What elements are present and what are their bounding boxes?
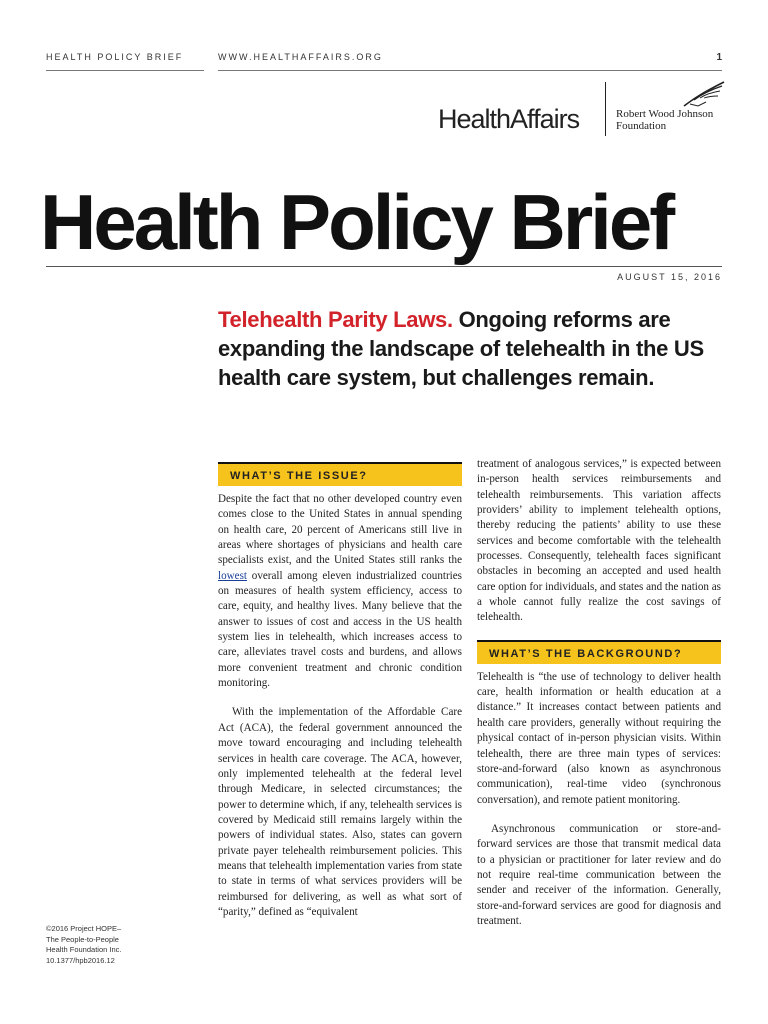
rwjf-line-2: Foundation bbox=[616, 120, 667, 132]
rwjf-logo-text bbox=[616, 108, 726, 132]
logo-divider bbox=[605, 82, 606, 136]
copyright-line-1: ©2016 Project HOPE– bbox=[46, 924, 122, 933]
right-column bbox=[477, 457, 721, 929]
issue-paragraph-1 bbox=[218, 492, 462, 691]
header-rule-left bbox=[46, 70, 204, 71]
issue-paragraph-continued: treatment of analogous services,” is expected between in-person health services reimbursements and telehealth reimbursements. This variation affects providers’ ability to implement telehealth options, thereby reducing the patients’ ability to use these services and become comfortable with the telehealth processes. Consequently, telehealth faces significant obstacles in becoming an accepted and used health care option for individuals, and states and the nation as a whole cannot fully realize the cost savings of telehealth. bbox=[477, 458, 721, 624]
lowest-link[interactable]: lowest bbox=[218, 569, 247, 582]
running-header bbox=[46, 52, 722, 68]
copyright-line-2: The People-to-People bbox=[46, 934, 119, 944]
issue-p1-text-a: Despite the fact that no other developed country even comes close to the United States in annual spending on health care, 20 percent of Americans still live in areas where shortages of physicians and health care specialists exist, and the United States still ranks the bbox=[218, 493, 462, 567]
copyright-line-3: Health Foundation Inc. bbox=[46, 945, 122, 954]
issue-section-heading: WHAT’S THE ISSUE? bbox=[218, 462, 462, 486]
issue-paragraph-2: With the implementation of the Affordable Care Act (ACA), the federal government announced the move toward encouraging and including telehealth services in health care coverage. The ACA, however, only implemented telehealth at the federal level through Medicare, in selected circumstances; the power to determine which, if any, telehealth services is covered by Medicaid still remains largely within the powers of individual states. Also, states can govern private payer telehealth reimbursement policies. This means that telehealth implementation varies from state to state in terms of what services providers will be reimbursed for delivering, as well as what sort of “parity,” defined as “equivalent bbox=[218, 706, 462, 918]
doi: 10.1377/hpb2016.12 bbox=[46, 955, 115, 965]
title-rule bbox=[46, 266, 722, 267]
site-url[interactable]: WWW.HEALTHAFFAIRS.ORG bbox=[218, 52, 383, 62]
headline-topic: Telehealth Parity Laws. bbox=[218, 307, 453, 332]
copyright-notice bbox=[46, 924, 156, 966]
brief-headline bbox=[218, 305, 718, 392]
header-rule-right bbox=[218, 70, 722, 71]
background-paragraph-2: Asynchronous communication or store-and-forward services are those that transmit medical data to a physician or practitioner for later review and do not require real-time communication between the sender and receiver of the information. Generally, store-and-forward services are good for diagnosis and treatment. bbox=[477, 822, 721, 927]
publication-date: AUGUST 15, 2016 bbox=[617, 272, 722, 282]
issue-p1-text-b: overall among eleven industrialized countries on measures of health system efficiency, access to care, equity, and healthy lives. Many believe that the answer to issues of cost and access in the US health system lies in telehealth, which increases access to care, alleviates travel costs and burdens, and allows more convenient treatment and chronic condition monitoring. bbox=[218, 569, 462, 690]
health-affairs-logo: HealthAffairs bbox=[438, 104, 580, 134]
rwjf-line-1: Robert Wood Johnson bbox=[616, 108, 714, 120]
background-paragraph-1: Telehealth is “the use of technology to deliver health care, health information or health education at a distance.” It increases contact between patients and health care providers, generally without requiring the physical contact of in-person physician visits. Within telehealth, there are three main types of services: store-and-forward (also known as asynchronous communication), real-time video (synchronous conversation), and remote patient monitoring. bbox=[477, 670, 721, 806]
page-title: Health Policy Brief bbox=[40, 178, 673, 266]
background-section-heading: WHAT’S THE BACKGROUND? bbox=[477, 640, 721, 664]
rwjf-bird-icon bbox=[680, 80, 726, 108]
publisher-logos bbox=[438, 78, 728, 138]
headline-summary: Ongoing reforms are expanding the landscape of telehealth in the US health care system, but challenges remain. bbox=[218, 307, 704, 390]
section-label: HEALTH POLICY BRIEF bbox=[46, 52, 184, 62]
page-number: 1 bbox=[716, 52, 722, 63]
left-column bbox=[218, 462, 462, 920]
